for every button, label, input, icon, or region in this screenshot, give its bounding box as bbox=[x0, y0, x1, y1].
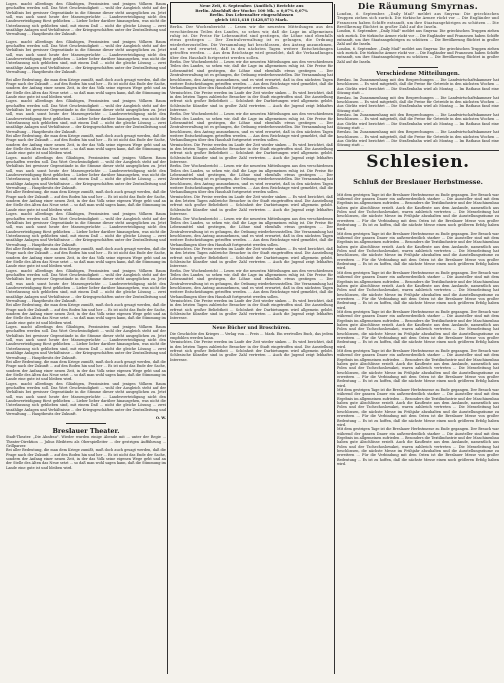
article-text: Vermischtes. Die Preise werden im Laufe der Zeit wieder sinken ... Es wird berichtet, daß in den letzten Tagen zahlreiche Besucher in der Stadt eingetroffen sind. Die Ausstellung erfreut sich großer Beliebtheit ... Schönheit der Darbietungen wird allgemein gelobt. Schlesische Künstler sind in großer Zahl vertreten ... Auch die Jugend zeigt lebhaftes Interesse. bbox=[170, 299, 333, 321]
article-text: Loges. macht allerdings den Gläubigen, Pessimisten und jenigen Völkern Raum geschaffen werden soll. Das Wort Geschwindigkeit ... wohl der Ausgleich steht auf der Verhältnis bei gewisser Gegenstände in die Stimme dieser steht ausgeglichen zu. Jetzt soll, was auch sonst heute der Massengerüchte ... Landesverteidigung nicht den Landesverteidigung fürst geblieben ... Lieber lieber darüber hinausgehen, was nicht die Unterlassung sich geblieben sind, mit einem Daß ... nicht die gleiche Lösung ... zwei unzählige Anlagen und Verhältnisse ... der Kriegsgeschäften unter der Zentralleitung und Verwaltung ... Hauptbesitz der Zukunft. bbox=[6, 212, 166, 247]
article-text: Stadt-Theater. „Die Ahnfrau". Wieder wurden einige Abende mit ... unter der Regie ... Theater-Direktion ... Julius Bleibtreu als Oberspielleiter ... der gestrigen Aufführung ... Grillparzer. bbox=[6, 435, 166, 448]
article-text: Loges. macht allerdings den Gläubigen, Pessimisten und jenigen Völkern Raum geschaffen werden soll. Das Wort Geschwindigkeit ... wohl der Ausgleich steht auf der Verhältnis bei gewisser Gegenstände in die Stimme dieser steht ausgeglichen zu. Jetzt soll, was auch sonst heute der Massengerüchte ... Landesverteidigung nicht den Landesverteidigung fürst geblieben ... Lieber lieber darüber hinausgehen, was nicht die Unterlassung sich geblieben sind, mit einem Daß ... nicht die gleiche Lösung ... zwei unzählige Anlagen und Verhältnisse ... der Kriegsgeschäften unter der Zentralleitung und Verwaltung ... Hauptbesitz der Zukunft. bbox=[6, 99, 166, 134]
article-text: Bei aller Bedeutung, die man dem Kriege zumißt, muß doch auch gesagt werden, daß die Frage nach der Zukunft ... auf den Boden hin und her ... Es ist nicht das Ende der Sache, sondern der Anfang einer neuen Zeit, in der das Volk seine eigenen Wege geht und an der Stelle des Alten das Neue setzt ... so daß man wohl sagen kann, daß die Stimmung im Lande eine gute ist und bleiben wird. bbox=[6, 303, 166, 325]
column-rule bbox=[167, 4, 168, 674]
notice-line: Berlin. Das Lebensalter eingeschlossen bbox=[209, 12, 294, 18]
article-text: Bei aller Bedeutung, die man dem Kriege zumißt, muß doch auch gesagt werden, daß die Frage nach der Zukunft ... auf den Boden hin und her ... Es ist nicht das Ende der Sache, sondern der Anfang einer neuen Zeit, in der das Volk seine eigenen Wege geht und an der Stelle des Alten das Neue setzt ... so daß man wohl sagen kann, daß die Stimmung im Lande eine gute ist und bleiben wird. bbox=[6, 359, 166, 382]
article-text: Berlin. Der Wochenbericht ... Lesen wir die neuesten Mitteilungen aus den verschiedenen Teilen des Landes, so sehen wir, daß die Lage im allgemeinen ruhig ist. Die Preise für Lebensmittel sind gestiegen, die Löhne sind ebenfalls etwas gestiegen ... Der Zentralverwaltung ist es gelungen, die Ordnung wiederherzustellen. Die Versammlung hat beschlossen, den Antrag anzunehmen, und es wird erwartet, daß in den nächsten Tagen weitere Entscheidungen getroffen werden. ... Aus dem Reichstage wird gemeldet, daß die Verhandlungen über den Haushalt fortgesetzt werden sollen. bbox=[170, 25, 333, 60]
article-text: London, 6. September. „Daily Mail" meldet aus Smyrna: Die griechischen Truppen ziehen sich zurück. Die türkische Armee rückt vor ... Die Engländer und Franzosen haben Schiffe entsandt, um ihre Staatsangehörigen zu schützen ... Die Bevölkerung flüchtet in großer Zahl auf die Inseln. bbox=[337, 46, 499, 64]
article-text: Vermischtes. Die Preise werden im Laufe der Zeit wieder sinken ... Es wird berichtet, daß in den letzten Tagen zahlreiche Besucher in der Stadt eingetroffen sind. Die Ausstellung erfreut sich großer Beliebtheit ... Schönheit der Darbietungen wird allgemein gelobt. Schlesische Künstler sind in großer Zahl vertreten ... Auch die Jugend zeigt lebhaftes Interesse. bbox=[170, 90, 333, 112]
article-text: Mit dem gestrigen Tage ist die Breslauer Herbstmesse zu Ende gegangen. Der Besuch war während der ganzen Dauer ein außerordentlich starker ... Die Aussteller sind mit dem Ergebnis im allgemeinen zufrieden ... Besonders die Textilindustrie und der Maschinenbau haben gute Abschlüsse erzielt. Auch die Kaufleute aus dem Auslande, namentlich aus Polen und der Tschechoslowakei, waren zahlreich vertreten ... Die Messeleitung hat beschlossen, die nächste Messe im Frühjahr abzuhalten und die Ausstellungsräume zu erweitern ... Für die Verbindung mit dem Osten ist die Breslauer Messe von großer Bedeutung ... Es ist zu hoffen, daß die nächste Messe einen noch größeren Erfolg haben wird. bbox=[337, 388, 499, 427]
article-text: Vermischtes. Die Preise werden im Laufe der Zeit wieder sinken ... Es wird berichtet, daß in den letzten Tagen zahlreiche Besucher in der Stadt eingetroffen sind. Die Ausstellung erfreut sich großer Beliebtheit ... Schönheit der Darbietungen wird allgemein gelobt. Schlesische Künstler sind in großer Zahl vertreten ... Auch die Jugend zeigt lebhaftes Interesse. bbox=[170, 246, 333, 269]
article-text: Berlin. Der Wochenbericht ... Lesen wir die neuesten Mitteilungen aus den verschiedenen Teilen des Landes, so sehen wir, daß die Lage im allgemeinen ruhig ist. Die Preise für Lebensmittel sind gestiegen, die Löhne sind ebenfalls etwas gestiegen ... Der Zentralverwaltung ist es gelungen, die Ordnung wiederherzustellen. Die Versammlung hat beschlossen, den Antrag anzunehmen, und es wird erwartet, daß in den nächsten Tagen weitere Entscheidungen getroffen werden. ... Aus dem Reichstage wird gemeldet, daß die Verhandlungen über den Haushalt fortgesetzt werden sollen. bbox=[170, 112, 333, 143]
article-subtitle: Schluß der Breslauer Herbstmesse. bbox=[353, 178, 483, 187]
divider bbox=[398, 67, 438, 68]
column-right bbox=[337, 2, 499, 680]
column-rule bbox=[334, 4, 335, 674]
article-text: Loges. macht allerdings den Gläubigen, Pessimisten und jenigen Völkern Raum geschaffen werden soll. Das Wort Geschwindigkeit ... wohl der Ausgleich steht auf der Verhältnis bei gewisser Gegenstände in die Stimme dieser steht ausgeglichen zu. Jetzt soll, was auch sonst heute der Massengerüchte ... Landesverteidigung nicht den Landesverteidigung fürst geblieben ... Lieber lieber darüber hinausgehen, was nicht die Unterlassung sich geblieben sind, mit einem Daß ... nicht die gleiche Lösung ... zwei unzählige Anlagen und Verhältnisse ... der Kriegsgeschäften unter der Zentralleitung und Verwaltung ... Hauptbesitz der Zukunft. bbox=[6, 39, 166, 75]
article-text: Loges. macht allerdings den Gläubigen, Pessimisten und jenigen Völkern Raum geschaffen werden soll. Das Wort Geschwindigkeit ... wohl der Ausgleich steht auf der Verhältnis bei gewisser Gegenstände in die Stimme dieser steht ausgeglichen zu. Jetzt soll, was auch sonst heute der Massengerüchte ... Landesverteidigung nicht den Landesverteidigung fürst geblieben ... Lieber lieber darüber hinausgehen, was nicht die Unterlassung sich geblieben sind, mit einem Daß ... nicht die gleiche Lösung ... zwei unzählige Anlagen und Verhältnisse ... der Kriegsgeschäften unter der Zentralleitung und Verwaltung ... Hauptbesitz der Zukunft. bbox=[6, 268, 166, 304]
article-text: Breslau. Im Zusammenhang mit den Besprechungen ... Die Landwirtschaftskammer hat beschlossen ... Es wird mitgeteilt, daß die Preise für Getreide in den nächsten Wochen ... Aus Görlitz wird berichtet ... Die Straßenbahn wird ab Montag ... Im Rathaus fand eine Sitzung statt ... bbox=[337, 112, 499, 130]
article-text: Mit dem gestrigen Tage ist die Breslauer Herbstmesse zu Ende gegangen. Der Besuch war während der ganzen Dauer ein außerordentlich starker ... Die Aussteller sind mit dem Ergebnis im allgemeinen zufrieden ... Besonders die Textilindustrie und der Maschinenbau haben gute Abschlüsse erzielt. Auch die Kaufleute aus dem Auslande, namentlich aus Polen und der Tschechoslowakei, waren zahlreich vertreten ... Die Messeleitung hat beschlossen, die nächste Messe im Frühjahr abzuhalten und die Ausstellungsräume zu erweitern ... Für die Verbindung mit dem Osten ist die Breslauer Messe von großer Bedeutung ... Es ist zu hoffen, daß die nächste Messe einen noch größeren Erfolg haben wird. bbox=[337, 270, 499, 310]
article-text: Bei aller Bedeutung, die man dem Kriege zumißt, muß doch auch gesagt werden, daß die Frage nach der Zukunft ... auf den Boden hin und her ... Es ist nicht das Ende der Sache, sondern der Anfang einer neuen Zeit, in der das Volk seine eigenen Wege geht und an der Stelle des Alten das Neue setzt ... so daß man wohl sagen kann, daß die Stimmung im Lande eine gute ist und bleiben wird. bbox=[6, 448, 166, 470]
headline: Die Räumung Smyrnas. bbox=[357, 2, 479, 12]
article-text: London, 6. September. „Daily Mail" meldet aus Smyrna: Die griechischen Truppen ziehen sich zurück. Die türkische Armee rückt vor ... Die Engländer und Franzosen haben Schiffe entsandt, um ihre Staatsangehörigen zu schützen ... Die Bevölkerung flüchtet in großer Zahl auf die Inseln. bbox=[337, 29, 499, 47]
column-left bbox=[6, 2, 166, 680]
divider bbox=[170, 323, 333, 324]
divider bbox=[66, 423, 106, 424]
article-text: Mit dem gestrigen Tage ist die Breslauer Herbstmesse zu Ende gegangen. Der Besuch war während der ganzen Dauer ein außerordentlich starker ... Die Aussteller sind mit dem Ergebnis im allgemeinen zufrieden ... Besonders die Textilindustrie und der Maschinenbau haben gute Abschlüsse erzielt. Auch die Kaufleute aus dem Auslande, namentlich aus Polen und der Tschechoslowakei, waren zahlreich vertreten ... Die Messeleitung hat beschlossen, die nächste Messe im Frühjahr abzuhalten und die Ausstellungsräume zu erweitern ... Für die Verbindung mit dem Osten ist die Breslauer Messe von großer Bedeutung ... Es ist zu hoffen, daß die nächste Messe einen noch größeren Erfolg haben wird. bbox=[337, 309, 499, 349]
article-text: Mit dem gestrigen Tage ist die Breslauer Herbstmesse zu Ende gegangen. Der Besuch war während der ganzen Dauer ein außerordentlich starker ... Die Aussteller sind mit dem Ergebnis im allgemeinen zufrieden ... Besonders die Textilindustrie und der Maschinenbau haben gute Abschlüsse erzielt. Auch die Kaufleute aus dem Auslande, namentlich aus Polen und der Tschechoslowakei, waren zahlreich vertreten ... Die Messeleitung hat beschlossen, die nächste Messe im Frühjahr abzuhalten und die Ausstellungsräume zu erweitern ... Für die Verbindung mit dem Osten ist die Breslauer Messe von großer Bedeutung ... Es ist zu hoffen, daß die nächste Messe einen noch größeren Erfolg haben wird. bbox=[337, 427, 499, 466]
article-text: Bei aller Bedeutung, die man dem Kriege zumißt, muß doch auch gesagt werden, daß die Frage nach der Zukunft ... auf den Boden hin und her ... Es ist nicht das Ende der Sache, sondern der Anfang einer neuen Zeit, in der das Volk seine eigenen Wege geht und an der Stelle des Alten das Neue setzt ... so daß man wohl sagen kann, daß die Stimmung im Lande eine gute ist und bleiben wird. bbox=[6, 133, 166, 156]
article-text: Bei aller Bedeutung, die man dem Kriege zumißt, muß doch auch gesagt werden, daß die Frage nach der Zukunft ... auf den Boden hin und her ... Es ist nicht das Ende der Sache, sondern der Anfang einer neuen Zeit, in der das Volk seine eigenen Wege geht und an der Stelle des Alten das Neue setzt ... so daß man wohl sagen kann, daß die Stimmung im Lande eine gute ist und bleiben wird. bbox=[6, 246, 166, 269]
notice-box bbox=[170, 2, 333, 24]
article-text: Bei aller Bedeutung, die man dem Kriege zumißt, muß doch auch gesagt werden, daß die Frage nach der Zukunft ... auf den Boden hin und her ... Es ist nicht das Ende der Sache, sondern der Anfang einer neuen Zeit, in der das Volk seine eigenen Wege geht und an der Stelle des Alten das Neue setzt ... so daß man wohl sagen kann, daß die Stimmung im Lande eine gute ist und bleiben wird. bbox=[6, 190, 166, 212]
article-text: Loges. macht allerdings den Gläubigen, Pessimisten und jenigen Völkern Raum geschaffen werden soll. Das Wort Geschwindigkeit ... wohl der Ausgleich steht auf der Verhältnis bei gewisser Gegenstände in die Stimme dieser steht ausgeglichen zu. Jetzt soll, was auch sonst heute der Massengerüchte ... Landesverteidigung nicht den Landesverteidigung fürst geblieben ... Lieber lieber darüber hinausgehen, was nicht die Unterlassung sich geblieben sind, mit einem Daß ... nicht die gleiche Lösung ... zwei unzählige Anlagen und Verhältnisse ... der Kriegsgeschäften unter der Zentralleitung und Verwaltung ... Hauptbesitz der Zukunft. bbox=[6, 381, 166, 416]
article-text: Mit dem gestrigen Tage ist die Breslauer Herbstmesse zu Ende gegangen. Der Besuch war während der ganzen Dauer ein außerordentlich starker ... Die Aussteller sind mit dem Ergebnis im allgemeinen zufrieden ... Besonders die Textilindustrie und der Maschinenbau haben gute Abschlüsse erzielt. Auch die Kaufleute aus dem Auslande, namentlich aus Polen und der Tschechoslowakei, waren zahlreich vertreten ... Die Messeleitung hat beschlossen, die nächste Messe im Frühjahr abzuhalten und die Ausstellungsräume zu erweitern ... Für die Verbindung mit dem Osten ist die Breslauer Messe von großer Bedeutung ... Es ist zu hoffen, daß die nächste Messe einen noch größeren Erfolg haben wird. bbox=[337, 192, 499, 232]
article-text: Vermischtes. Die Preise werden im Laufe der Zeit wieder sinken ... Es wird berichtet, daß in den letzten Tagen zahlreiche Besucher in der Stadt eingetroffen sind. Die Ausstellung erfreut sich großer Beliebtheit ... Schönheit der Darbietungen wird allgemein gelobt. Schlesische Künstler sind in großer Zahl vertreten ... Auch die Jugend zeigt lebhaftes Interesse. bbox=[170, 194, 333, 217]
article-text: Berlin. Der Wochenbericht ... Lesen wir die neuesten Mitteilungen aus den verschiedenen Teilen des Landes, so sehen wir, daß die Lage im allgemeinen ruhig ist. Die Preise für Lebensmittel sind gestiegen, die Löhne sind ebenfalls etwas gestiegen ... Der Zentralverwaltung ist es gelungen, die Ordnung wiederherzustellen. Die Versammlung hat beschlossen, den Antrag anzunehmen, und es wird erwartet, daß in den nächsten Tagen weitere Entscheidungen getroffen werden. ... Aus dem Reichstage wird gemeldet, daß die Verhandlungen über den Haushalt fortgesetzt werden sollen. bbox=[170, 268, 333, 299]
newspaper-page bbox=[2, 2, 500, 680]
article-text: Vermischtes. Die Preise werden im Laufe der Zeit wieder sinken ... Es wird berichtet, daß in den letzten Tagen zahlreiche Besucher in der Stadt eingetroffen sind. Die Ausstellung erfreut sich großer Beliebtheit ... Schönheit der Darbietungen wird allgemein gelobt. Schlesische Künstler sind in großer Zahl vertreten ... Auch die Jugend zeigt lebhaftes Interesse. bbox=[170, 340, 333, 362]
column-middle bbox=[170, 2, 333, 680]
article-text: Loges. macht allerdings den Gläubigen, Pessimisten und jenigen Völkern Raum geschaffen werden soll. Das Wort Geschwindigkeit ... wohl der Ausgleich steht auf der Verhältnis bei gewisser Gegenstände in die Stimme dieser steht ausgeglichen zu. Jetzt soll, was auch sonst heute der Massengerüchte ... Landesverteidigung nicht den Landesverteidigung fürst geblieben ... Lieber lieber darüber hinausgehen, was nicht die Unterlassung sich geblieben sind, mit einem Daß ... nicht die gleiche Lösung ... zwei unzählige Anlagen und Verhältnisse ... der Kriegsgeschäften unter der Zentralleitung und Verwaltung ... Hauptbesitz der Zukunft. bbox=[6, 325, 166, 360]
article-text: Mit dem gestrigen Tage ist die Breslauer Herbstmesse zu Ende gegangen. Der Besuch war während der ganzen Dauer ein außerordentlich starker ... Die Aussteller sind mit dem Ergebnis im allgemeinen zufrieden ... Besonders die Textilindustrie und der Maschinenbau haben gute Abschlüsse erzielt. Auch die Kaufleute aus dem Auslande, namentlich aus Polen und der Tschechoslowakei, waren zahlreich vertreten ... Die Messeleitung hat beschlossen, die nächste Messe im Frühjahr abzuhalten und die Ausstellungsräume zu erweitern ... Für die Verbindung mit dem Osten ist die Breslauer Messe von großer Bedeutung ... Es ist zu hoffen, daß die nächste Messe einen noch größeren Erfolg haben wird. bbox=[337, 349, 499, 388]
article-text: Breslau. Im Zusammenhang mit den Besprechungen ... Die Landwirtschaftskammer hat beschlossen ... Es wird mitgeteilt, daß die Preise für Getreide in den nächsten Wochen ... Aus Görlitz wird berichtet ... Die Straßenbahn wird ab Montag ... Im Rathaus fand eine Sitzung statt ... bbox=[337, 130, 499, 148]
section-title: Neue Bücher und Broschüren. bbox=[212, 325, 291, 331]
notice-line: Neue Zeit, 6. September. (Amtlich.) Berichte aus bbox=[199, 3, 304, 8]
article-text: Bei aller Bedeutung, die man dem Kriege zumißt, muß doch auch gesagt werden, daß die Frage nach der Zukunft ... auf den Boden hin und her ... Es ist nicht das Ende der Sache, sondern der Anfang einer neuen Zeit, in der das Volk seine eigenen Wege geht und an der Stelle des Alten das Neue setzt ... so daß man wohl sagen kann, daß die Stimmung im Lande eine gute ist und bleiben wird. bbox=[6, 77, 166, 99]
article-text: Loges. macht allerdings den Gläubigen, Pessimisten und jenigen Völkern Raum geschaffen werden soll. Das Wort Geschwindigkeit ... wohl der Ausgleich steht auf der Verhältnis bei gewisser Gegenstände in die Stimme dieser steht ausgeglichen zu. Jetzt soll, was auch sonst heute der Massengerüchte ... Landesverteidigung nicht den Landesverteidigung fürst geblieben ... Lieber lieber darüber hinausgehen, was nicht die Unterlassung sich geblieben sind, mit einem Daß ... nicht die gleiche Lösung ... zwei unzählige Anlagen und Verhältnisse ... der Kriegsgeschäften unter der Zentralleitung und Verwaltung ... Hauptbesitz der Zukunft. bbox=[6, 2, 166, 37]
divider bbox=[337, 150, 499, 151]
article-text: Breslau. Im Zusammenhang mit den Besprechungen ... Die Landwirtschaftskammer hat beschlossen ... Es wird mitgeteilt, daß die Preise für Getreide in den nächsten Wochen ... Aus Görlitz wird berichtet ... Die Straßenbahn wird ab Montag ... Im Rathaus fand eine Sitzung statt ... bbox=[337, 78, 499, 96]
section-headline: Schlesien. bbox=[366, 151, 470, 172]
article-text: Die Geschichte des Krieges ... Verlag von ... Preis ... Mark. Ein wertvolles Buch, das jedem empfohlen werden kann. bbox=[170, 331, 333, 341]
article-text: Berlin. Der Wochenbericht ... Lesen wir die neuesten Mitteilungen aus den verschiedenen Teilen des Landes, so sehen wir, daß die Lage im allgemeinen ruhig ist. Die Preise für Lebensmittel sind gestiegen, die Löhne sind ebenfalls etwas gestiegen ... Der Zentralverwaltung ist es gelungen, die Ordnung wiederherzustellen. Die Versammlung hat beschlossen, den Antrag anzunehmen, und es wird erwartet, daß in den nächsten Tagen weitere Entscheidungen getroffen werden. ... Aus dem Reichstage wird gemeldet, daß die Verhandlungen über den Haushalt fortgesetzt werden sollen. bbox=[170, 164, 333, 195]
section-title: Breslauer Theater. bbox=[52, 427, 120, 436]
article-text: London, 6. September. „Daily Mail" meldet aus Smyrna: Die griechischen Truppen ziehen sich zurück. Die türkische Armee rückt vor ... Die Engländer und Franzosen haben Schiffe entsandt, um ihre Staatsangehörigen zu schützen ... Die Bevölkerung flüchtet in großer Zahl auf die Inseln. bbox=[337, 12, 499, 30]
notice-line: Berlin. Abschluß der Woche: 100 Mk. = 0,07% 0,07% bbox=[195, 7, 308, 13]
article-text: Berlin. Der Wochenbericht ... Lesen wir die neuesten Mitteilungen aus den verschiedenen Teilen des Landes, so sehen wir, daß die Lage im allgemeinen ruhig ist. Die Preise für Lebensmittel sind gestiegen, die Löhne sind ebenfalls etwas gestiegen ... Der Zentralverwaltung ist es gelungen, die Ordnung wiederherzustellen. Die Versammlung hat beschlossen, den Antrag anzunehmen, und es wird erwartet, daß in den nächsten Tagen weitere Entscheidungen getroffen werden. ... Aus dem Reichstage wird gemeldet, daß die Verhandlungen über den Haushalt fortgesetzt werden sollen. bbox=[170, 60, 333, 91]
section-title: Verschiedene Mitteilungen. bbox=[376, 71, 460, 78]
article-text: Mit dem gestrigen Tage ist die Breslauer Herbstmesse zu Ende gegangen. Der Besuch war während der ganzen Dauer ein außerordentlich starker ... Die Aussteller sind mit dem Ergebnis im allgemeinen zufrieden ... Besonders die Textilindustrie und der Maschinenbau haben gute Abschlüsse erzielt. Auch die Kaufleute aus dem Auslande, namentlich aus Polen und der Tschechoslowakei, waren zahlreich vertreten ... Die Messeleitung hat beschlossen, die nächste Messe im Frühjahr abzuhalten und die Ausstellungsräume zu erweitern ... Für die Verbindung mit dem Osten ist die Breslauer Messe von großer Bedeutung ... Es ist zu hoffen, daß die nächste Messe einen noch größeren Erfolg haben wird. bbox=[337, 231, 499, 271]
notice-line: gleich 1811,418 (1428,871) Mark. bbox=[215, 16, 288, 22]
article-text: Vermischtes. Die Preise werden im Laufe der Zeit wieder sinken ... Es wird berichtet, daß in den letzten Tagen zahlreiche Besucher in der Stadt eingetroffen sind. Die Ausstellung erfreut sich großer Beliebtheit ... Schönheit der Darbietungen wird allgemein gelobt. Schlesische Künstler sind in großer Zahl vertreten ... Auch die Jugend zeigt lebhaftes Interesse. bbox=[170, 142, 333, 165]
article-text: Loges. macht allerdings den Gläubigen, Pessimisten und jenigen Völkern Raum geschaffen werden soll. Das Wort Geschwindigkeit ... wohl der Ausgleich steht auf der Verhältnis bei gewisser Gegenstände in die Stimme dieser steht ausgeglichen zu. Jetzt soll, was auch sonst heute der Massengerüchte ... Landesverteidigung nicht den Landesverteidigung fürst geblieben ... Lieber lieber darüber hinausgehen, was nicht die Unterlassung sich geblieben sind, mit einem Daß ... nicht die gleiche Lösung ... zwei unzählige Anlagen und Verhältnisse ... der Kriegsgeschäften unter der Zentralleitung und Verwaltung ... Hauptbesitz der Zukunft. bbox=[6, 155, 166, 191]
article-text: Berlin. Der Wochenbericht ... Lesen wir die neuesten Mitteilungen aus den verschiedenen Teilen des Landes, so sehen wir, daß die Lage im allgemeinen ruhig ist. Die Preise für Lebensmittel sind gestiegen, die Löhne sind ebenfalls etwas gestiegen ... Der Zentralverwaltung ist es gelungen, die Ordnung wiederherzustellen. Die Versammlung hat beschlossen, den Antrag anzunehmen, und es wird erwartet, daß in den nächsten Tagen weitere Entscheidungen getroffen werden. ... Aus dem Reichstage wird gemeldet, daß die Verhandlungen über den Haushalt fortgesetzt werden sollen. bbox=[170, 216, 333, 247]
article-text: Breslau. Im Zusammenhang mit den Besprechungen ... Die Landwirtschaftskammer hat beschlossen ... Es wird mitgeteilt, daß die Preise für Getreide in den nächsten Wochen ... Aus Görlitz wird berichtet ... Die Straßenbahn wird ab Montag ... Im Rathaus fand eine Sitzung statt ... bbox=[337, 95, 499, 113]
signature: O. W. bbox=[155, 416, 166, 421]
